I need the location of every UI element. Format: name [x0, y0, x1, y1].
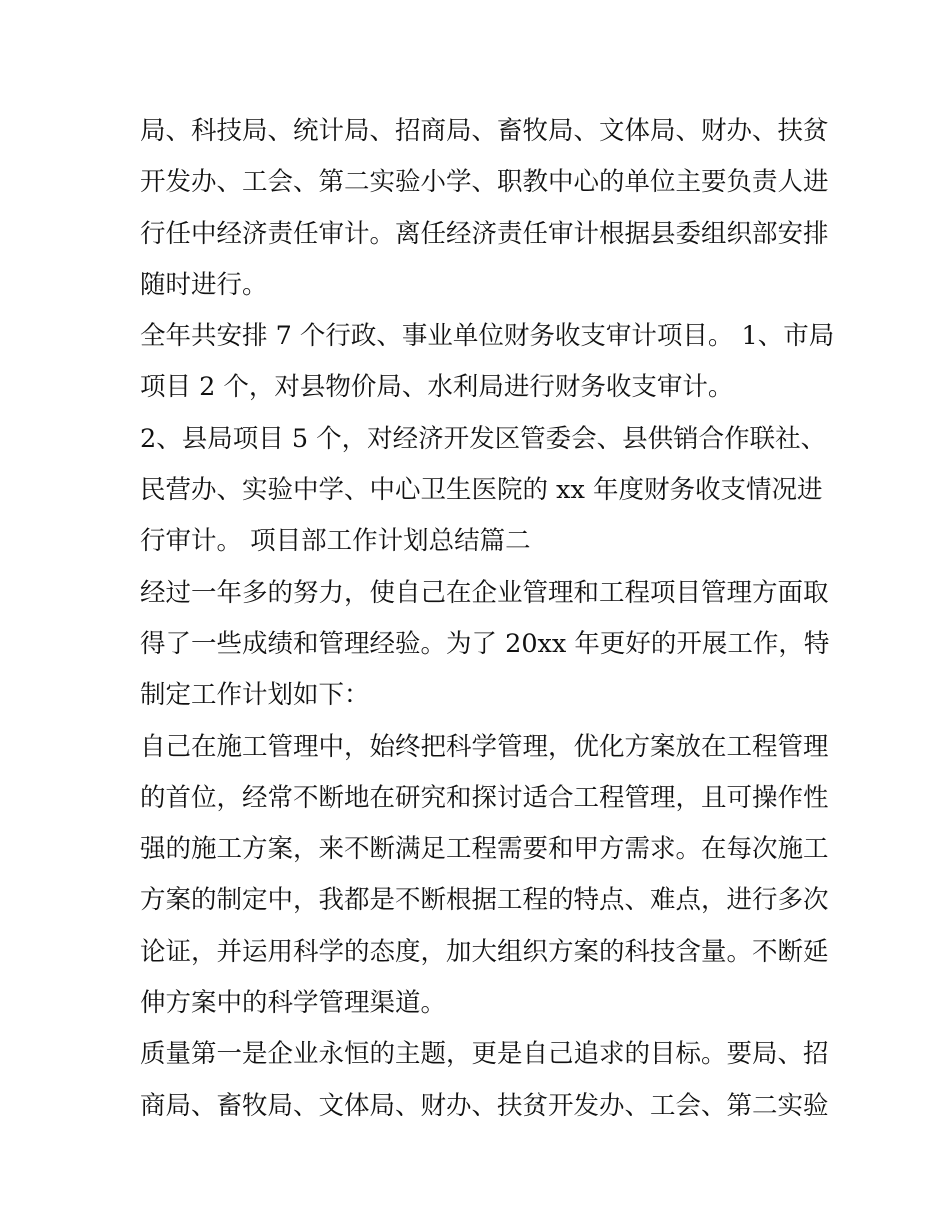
- text-line: 伸方案中的科学管理渠道。: [140, 988, 447, 1019]
- text-line: 开发办、工会、第二实验小学、职教中心的单位主要负责人进: [140, 167, 829, 198]
- text-line: 局、科技局、统计局、招商局、畜牧局、文体局、财办、扶贫: [140, 116, 829, 146]
- text-line: 制定工作计划如下：: [140, 680, 370, 711]
- text-line: 2、县局项目 5 个，对经济开发区管委会、县供销合作联社、: [140, 423, 827, 454]
- text-line: 行任中经济责任审计。离任经济责任审计根据县委组织部安排: [140, 218, 829, 249]
- text-line: 项目 2 个，对县物价局、水利局进行财务收支审计。: [140, 372, 734, 403]
- text-line: 全年共安排 7 个行政、事业单位财务收支审计项目。 1、市局: [140, 321, 835, 352]
- text-line: 商局、畜牧局、文体局、财办、扶贫开发办、工会、第二实验: [140, 1090, 829, 1121]
- text-line: 质量第一是企业永恒的主题，更是自己追求的目标。要局、招: [140, 1039, 829, 1070]
- text-line: 民营办、实验中学、中心卫生医院的 xx 年度财务收支情况进: [140, 475, 823, 506]
- text-line: 随时进行。: [140, 269, 268, 300]
- text-line: 经过一年多的努力，使自己在企业管理和工程项目管理方面取: [140, 577, 829, 608]
- document-body: [140, 106, 835, 1132]
- text-line: 行审计。 项目部工作计划总结篇二: [140, 526, 531, 557]
- text-line: 的首位，经常不断地在研究和探讨适合工程管理，且可操作性: [140, 782, 829, 813]
- text-line: 强的施工方案，来不断满足工程需要和甲方需求。在每次施工: [140, 834, 829, 865]
- text-line: 自己在施工管理中，始终把科学管理，优化方案放在工程管理: [140, 731, 829, 762]
- text-line: 论证，并运用科学的态度，加大组织方案的科技含量。不断延: [140, 936, 829, 967]
- text-line: 得了一些成绩和管理经验。为了 20xx 年更好的开展工作，特: [140, 628, 830, 659]
- text-line: 方案的制定中，我都是不断根据工程的特点、难点，进行多次: [140, 885, 829, 916]
